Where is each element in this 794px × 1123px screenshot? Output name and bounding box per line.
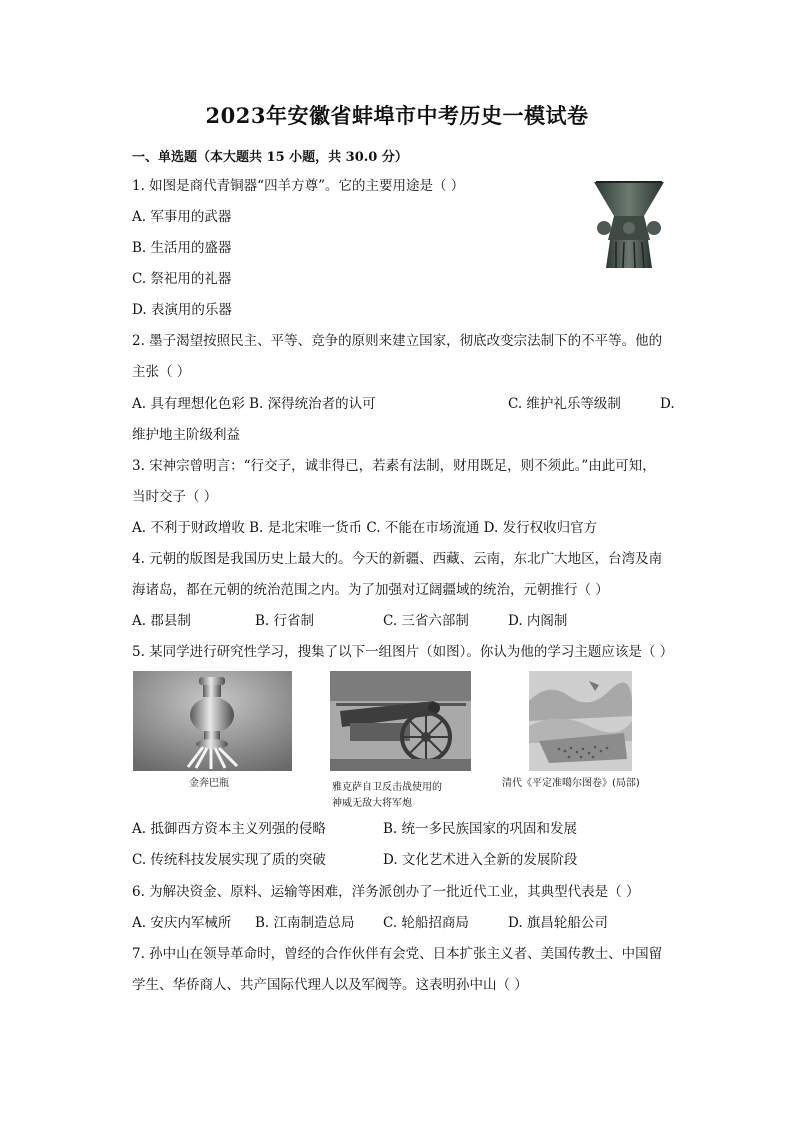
q2-option-d-label: D.	[660, 396, 675, 412]
q7-stem-line2: 学生、华侨商人、共产国际代理人以及军阀等。这表明孙中山（ ）	[132, 977, 528, 993]
q4-stem-line1: 4. 元朝的版图是我国历史上最大的。今天的新疆、西藏、云南，东北广大地区，台湾及南	[132, 551, 663, 567]
q4-option-b: B. 行省制	[255, 613, 315, 629]
q2-stem-line2: 主张（ ）	[132, 364, 191, 380]
q1-option-d: D. 表演用的乐器	[132, 302, 232, 318]
q3-stem-line2: 当时交子（ ）	[132, 489, 218, 505]
q6-option-d: D. 旗昌轮船公司	[508, 915, 608, 931]
page-title: 2023年安徽省蚌埠市中考历史一模试卷	[205, 103, 589, 128]
caption-cannon-line1: 雅克萨自卫反击战使用的	[332, 782, 442, 793]
q3-options: A. 不利于财政增收 B. 是北宋唯一货币 C. 不能在市场流通 D. 发行权收归官方	[132, 520, 598, 536]
q1-option-b: B. 生活用的盛器	[132, 240, 232, 256]
q4-option-d: D. 内阁制	[508, 613, 568, 629]
q6-stem: 6. 为解决资金、原料、运输等困难，洋务派创办了一批近代工业，其典型代表是（ ）	[132, 884, 640, 900]
q1-option-c: C. 祭祀用的礼器	[132, 271, 232, 287]
q4-option-c: C. 三省六部制	[383, 613, 469, 629]
q2-option-d-text: 维护地主阶级利益	[132, 427, 240, 443]
q2-stem-line1: 2. 墨子渴望按照民主、平等、竞争的原则来建立国家，彻底改变宗法制下的不平等。他的	[132, 333, 663, 349]
q7-stem-line1: 7. 孙中山在领导革命时，曾经的合作伙伴有会党、日本扩张主义者、美国传教士、中国留	[132, 946, 663, 962]
q6-option-c: C. 轮船招商局	[383, 915, 469, 931]
q5-option-c: C. 传统科技发展实现了质的突破	[132, 852, 326, 868]
q2-options-ab: A. 具有理想化色彩 B. 深得统治者的认可	[132, 396, 376, 412]
q2-option-c: C. 维护礼乐等级制	[508, 396, 621, 412]
q5-option-b: B. 统一多民族国家的巩固和发展	[383, 821, 578, 837]
bronze-zun-image	[590, 178, 668, 273]
cannon-image	[330, 671, 471, 771]
scroll-painting-image	[529, 671, 632, 771]
q5-option-a: A. 抵御西方资本主义列强的侵略	[132, 821, 326, 837]
caption-golden-urn: 金奔巴瓶	[189, 778, 229, 789]
caption-cannon-line2: 神威无敌大将军炮	[332, 798, 412, 809]
q6-option-b: B. 江南制造总局	[255, 915, 355, 931]
q1-option-a: A. 军事用的武器	[132, 209, 232, 225]
section-heading: 一、单选题（本大题共 15 小题，共 30.0 分）	[132, 150, 408, 165]
caption-scroll-painting: 清代《平定准噶尔图卷》(局部)	[502, 778, 640, 789]
q6-option-a: A. 安庆内军械所	[132, 915, 232, 931]
q1-stem: 1. 如图是商代青铜器“四羊方尊”。它的主要用途是（ ）	[132, 178, 465, 194]
q3-stem-line1: 3. 宋神宗曾明言：“行交子，诚非得已，若素有法制，财用既足，则不须此。”由此可知，	[132, 458, 656, 474]
q4-option-a: A. 郡县制	[132, 613, 191, 629]
q5-stem: 5. 某同学进行研究性学习，搜集了以下一组图片（如图）。你认为他的学习主题应该是（ ）	[132, 644, 674, 660]
golden-urn-image	[133, 671, 292, 771]
q5-option-d: D. 文化艺术进入全新的发展阶段	[383, 852, 578, 868]
q4-stem-line2: 海诸岛，都在元朝的统治范围之内。为了加强对辽阔疆域的统治，元朝推行（ ）	[132, 582, 609, 598]
